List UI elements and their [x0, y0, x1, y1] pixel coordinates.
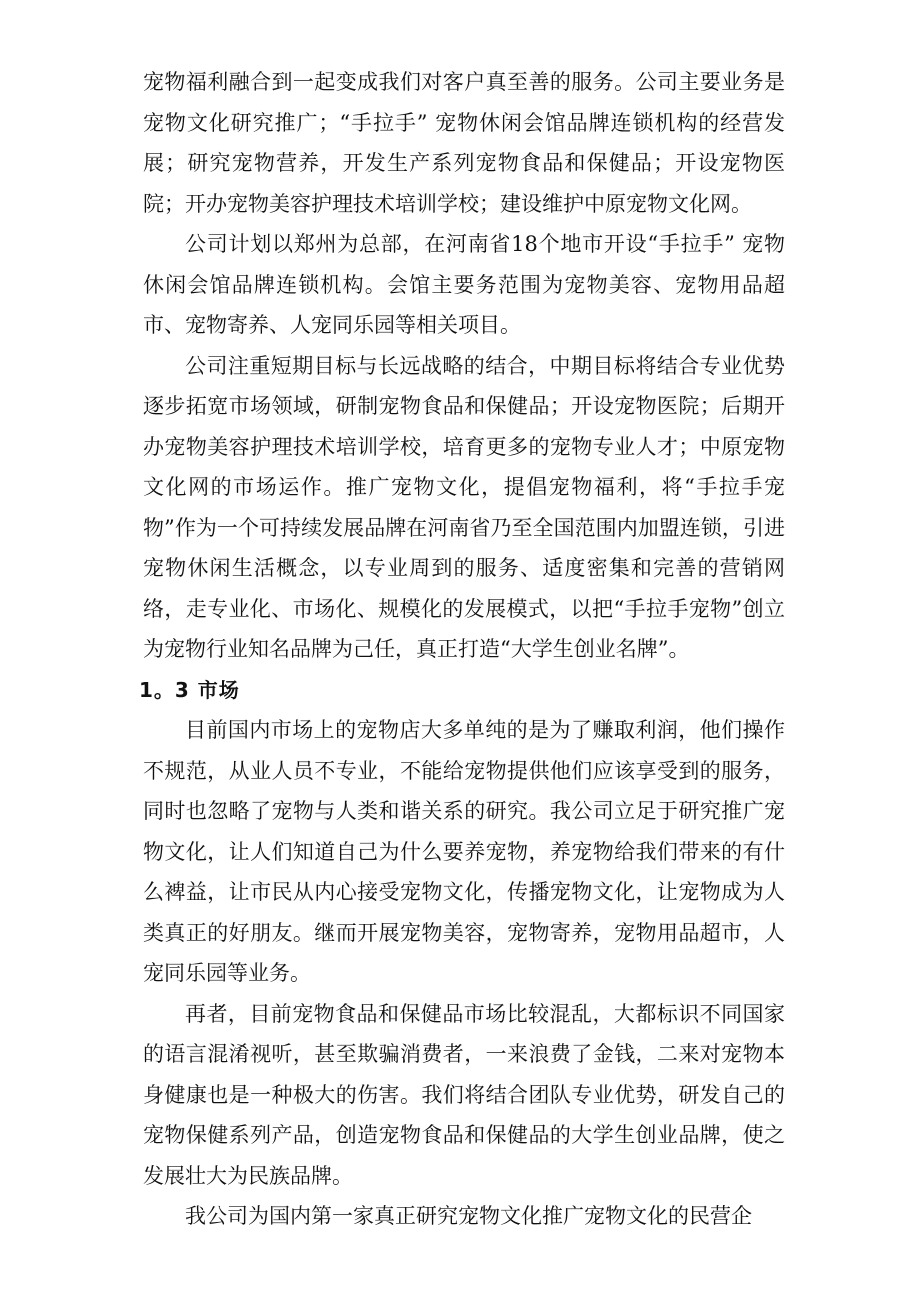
paragraph-company-first: 我公司为国内第一家真正研究宠物文化推广宠物文化的民营企	[185, 1204, 752, 1228]
document-page	[139, 62, 785, 1237]
paragraph-food-market: 再者，目前宠物食品和保健品市场比较混乱，大都标识不同国家的语言混淆视听，甚至欺骗消费者，一来浪费了金钱，二来对宠物本身健康也是一种极大的伤害。我们将结合团队专业优势，研发自己的宠物保健系列产品，创造宠物食品和保健品的大学生创业品牌，使之发展壮大为民族品牌。	[143, 1001, 785, 1188]
paragraph-strategy: 公司注重短期目标与长远战略的结合，中期目标将结合专业优势逐步拓宽市场领域，研制宠物食品和保健品；开设宠物医院；后期开办宠物美容护理技术培训学校，培育更多的宠物专业人才；中原宠物文化网的市场运作。推广宠物文化，提倡宠物福利，将“手拉手宠物”作为一个可持续发展品牌在河南省乃至全国范围内加盟连锁，引进宠物休闲生活概念，以专业周到的服务、适度密集和完善的营销网络，走专业化、市场化、规模化的发展模式，以把“手拉手宠物”创立为宠物行业知名品牌为己任，真正打造“大学生创业名牌”。	[143, 353, 785, 661]
paragraph-expansion-plan: 公司计划以郑州为总部，在河南省18个地市开设“手拉手” 宠物休闲会馆品牌连锁机构。会馆主要务范围为宠物美容、宠物用品超市、宠物寄养、人宠同乐园等相关项目。	[143, 232, 785, 337]
paragraph-business-scope: 宠物福利融合到一起变成我们对客户真至善的服务。公司主要业务是宠物文化研究推广；“手拉手” 宠物休闲会馆品牌连锁机构的经营发展；研究宠物营养，开发生产系列宠物食品和保健品；开设宠物医院；开办宠物美容护理技术培训学校；建设维护中原宠物文化网。	[143, 70, 785, 216]
section-heading-market: 1。3 市场	[139, 677, 240, 702]
paragraph-market-status: 目前国内市场上的宠物店大多单纯的是为了赚取利润，他们操作不规范，从业人员不专业，不能给宠物提供他们应该享受到的服务，同时也忽略了宠物与人类和谐关系的研究。我公司立足于研究推广宠物文化，让人们知道自己为什么要养宠物，养宠物给我们带来的有什么裨益，让市民从内心接受宠物文化，传播宠物文化，让宠物成为人类真正的好朋友。继而开展宠物美容，宠物寄养，宠物用品超市，人宠同乐园等业务。	[143, 718, 785, 985]
